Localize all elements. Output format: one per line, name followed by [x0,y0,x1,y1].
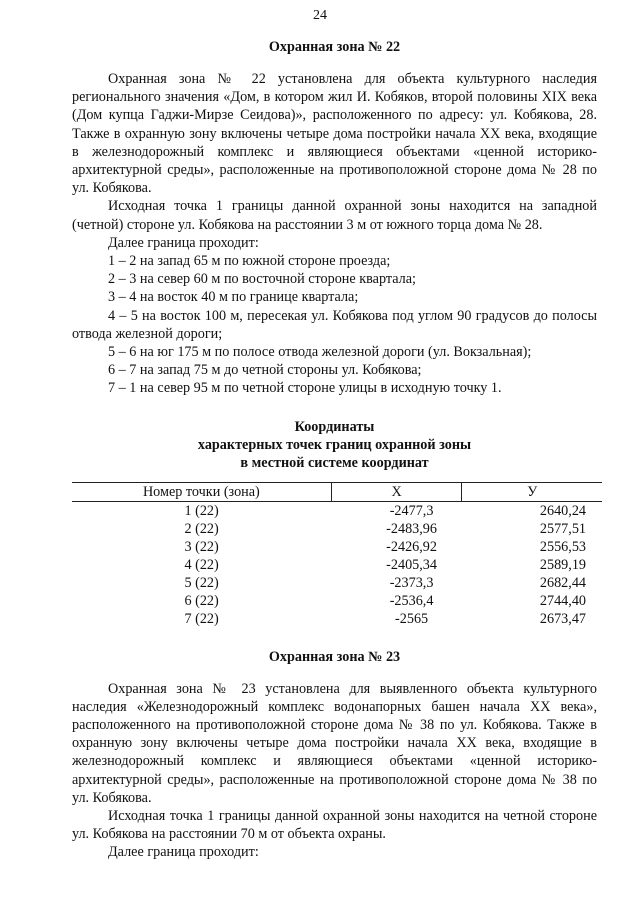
segment-item: 1 – 2 на запад 65 м по южной стороне проезда; [108,253,391,270]
header-point-number: Номер точки (зона) [72,482,331,501]
cell-y: 2744,40 [539,592,586,609]
cell-x: -2483,96 [386,520,437,537]
zone22-description: Охранная зона № 22 установлена для объекта культурного наследия регионального значения «Дом, в котором жил И. Кобяков, второй половины XIX века (Дом купца Гаджи-Мирзе Сеидова)», расположенного по адресу: ул. Кобякова, 28. Также в охранную зону включены четыре дома постройки начала XX века, входящие в железнодорожный комплекс и являющиеся объектами «ценной историко-архитектурной среды», расположенные на противоположной стороне дома № 28 по ул. Кобякова. [72,71,597,197]
table-row [72,556,602,574]
cell-y: 2577,51 [539,520,586,537]
cell-y: 2640,24 [539,502,586,519]
cell-point: 5 (22) [184,574,219,591]
table-row [72,574,602,592]
header-y: У [462,482,602,501]
coordinates-table [72,482,602,628]
coordinates-title-line1: Координаты [294,418,375,435]
coordinates-title-line2: характерных точек границ охранной зоны [197,436,472,453]
segment-item: 4 – 5 на восток 100 м, пересекая ул. Кобякова под углом 90 градусов до полосы отвода железной дороги; [72,307,597,342]
coordinates-heading [72,418,597,472]
cell-y: 2589,19 [539,556,586,573]
cell-x: -2536,4 [389,592,434,609]
table-row [72,501,602,520]
cell-point: 6 (22) [184,592,219,609]
cell-x: -2477,3 [389,502,434,519]
zone22-start-point: Исходная точка 1 границы данной охранной зоны находится на западной (четной) стороне ул. Кобякова на расстоянии 3 м от южного торца дома № 28. [72,198,597,233]
cell-point: 4 (22) [184,556,219,573]
segment-item: 5 – 6 на юг 175 м по полосе отвода железной дороги (ул. Вокзальная); [108,344,532,361]
cell-point: 1 (22) [184,502,219,519]
cell-y: 2673,47 [539,610,586,627]
cell-point: 7 (22) [184,610,219,627]
segment-item: 2 – 3 на север 60 м по восточной стороне квартала; [108,271,416,288]
zone22-segment-list [72,252,597,398]
segment-item: 7 – 1 на север 95 м по четной стороне улицы в исходную точку 1. [108,380,502,397]
header-x: X [331,482,462,501]
zone23-boundary-intro: Далее граница проходит: [108,844,259,861]
cell-x: -2405,34 [386,556,437,573]
table-header-row [72,482,602,501]
table-row [72,538,602,556]
page-number: 24 [313,8,327,23]
cell-x: -2565 [395,610,429,627]
segment-item: 3 – 4 на восток 40 м по границе квартала; [108,289,359,306]
cell-x: -2426,92 [386,538,437,555]
table-row [72,610,602,628]
coordinates-title-line3: в местной системе координат [240,454,429,471]
cell-y: 2556,53 [539,538,586,555]
table-row [72,520,602,538]
table-row [72,592,602,610]
cell-point: 2 (22) [184,520,219,537]
zone23-start-point: Исходная точка 1 границы данной охранной зоны находится на четной стороне ул. Кобякова на расстоянии 70 м от объекта охраны. [72,808,597,843]
cell-y: 2682,44 [539,574,586,591]
zone23-title: Охранная зона № 23 [268,648,401,665]
zone22-boundary-intro: Далее граница проходит: [108,234,259,251]
cell-x: -2373,3 [389,574,434,591]
document-body [72,38,597,862]
zone23-description: Охранная зона № 23 установлена для выявленного объекта культурного наследия «Железнодорожный комплекс водонапорных башен начала XX века», расположенного на противоположной стороне дома № 38 по ул. Кобякова. Также в охранную зону включены четыре дома постройки начала XX века, входящие в железнодорожный комплекс и являющиеся объектами «ценной историко-архитектурной среды», расположенные на противоположной стороне дома № 38 по ул. Кобякова. [72,680,597,806]
cell-point: 3 (22) [184,538,219,555]
segment-item: 6 – 7 на запад 75 м до четной стороны ул. Кобякова; [108,362,422,379]
zone22-title: Охранная зона № 22 [268,39,401,55]
